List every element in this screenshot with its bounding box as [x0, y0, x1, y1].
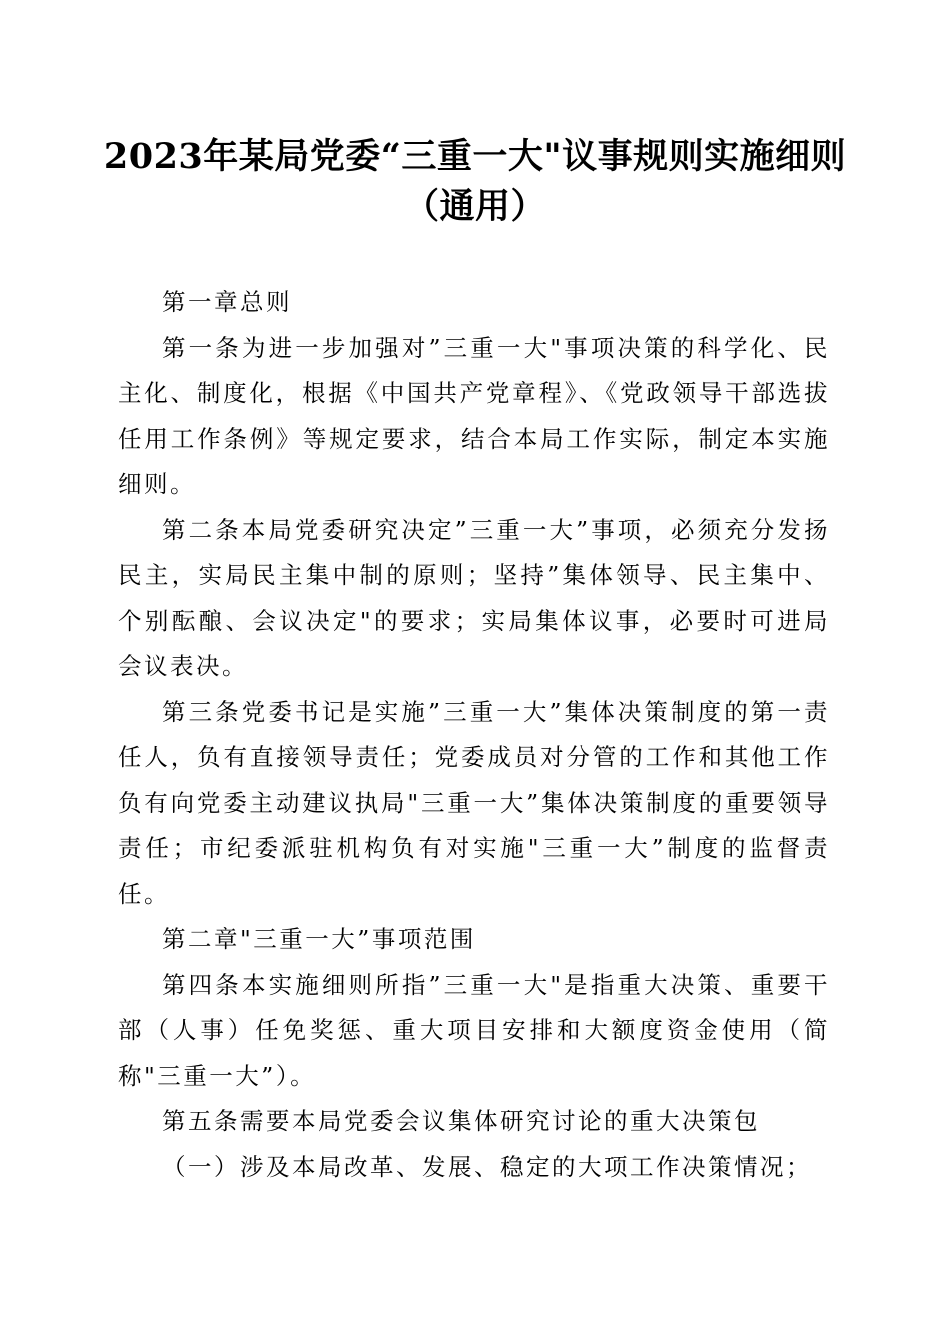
document-body	[118, 280, 830, 1190]
article-2: 第二条本局党委研究决定”三重一大”事项，必须充分发扬民主，实局民主集中制的原则；坚持”集体领导、民主集中、个别酝酿、会议决定"的要求；实局集体议事，必要时可进局会议表决。	[118, 515, 830, 680]
article-1: 第一条为进一步加强对”三重一大"事项决策的科学化、民主化、制度化，根据《中国共产党章程》、《党政领导干部选拔任用工作条例》等规定要求，结合本局工作实际，制定本实施细则。	[118, 333, 830, 498]
chapter-1-heading: 第一章总则	[162, 288, 292, 316]
article-3: 第三条党委书记是实施”三重一大”集体决策制度的第一责任人，负有直接领导责任；党委成员对分管的工作和其他工作负有向党委主动建议执局"三重一大”集体决策制度的重要领导责任；市纪委派驻机构负有对实施"三重一大”制度的监督责任。	[118, 697, 830, 908]
article-4: 第四条本实施细则所指”三重一大"是指重大决策、重要干部（人事）任免奖惩、重大项目安排和大额度资金使用（简称"三重一大”）。	[118, 970, 830, 1090]
chapter-2-heading: 第二章"三重一大”事项范围	[162, 925, 476, 953]
article-5-item-1: （一）涉及本局改革、发展、稳定的大项工作决策情况；	[162, 1152, 812, 1181]
article-5: 第五条需要本局党委会议集体研究讨论的重大决策包	[162, 1107, 760, 1135]
document-title: 2023年某局党委“三重一大"议事规则实施细则（通用）	[103, 136, 847, 227]
